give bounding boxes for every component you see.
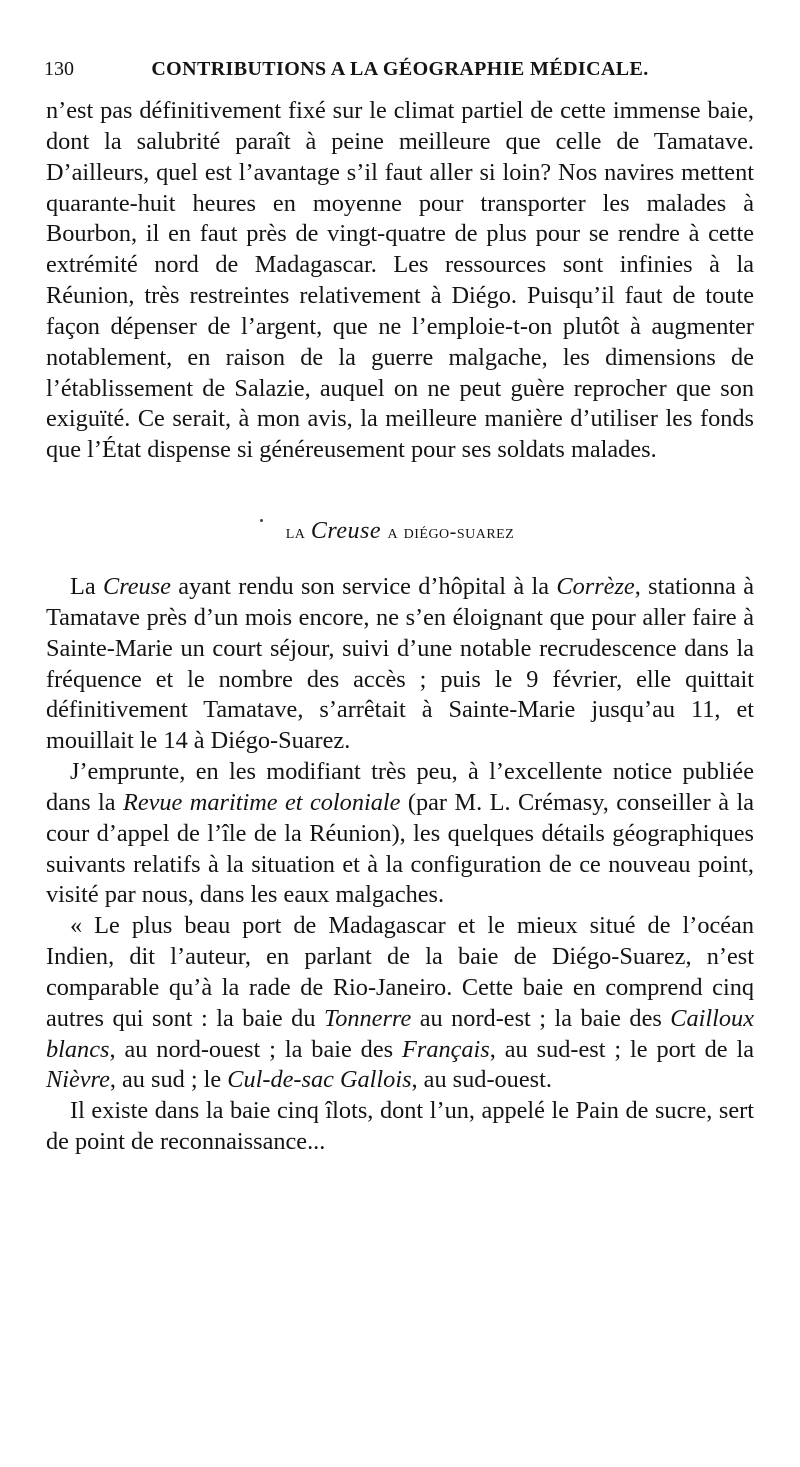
text-run: , au sud-est ; le port de la <box>489 1035 754 1063</box>
ship-name: Creuse <box>103 572 171 600</box>
section-heading-ship: Creuse <box>310 518 388 545</box>
text-run: J’emprunte, en les modifiant très peu, à l’excellente notice publiée dans la <box>46 758 754 816</box>
text-run: La <box>70 572 103 600</box>
bay-name: Cailloux blancs <box>46 1004 754 1063</box>
section-heading-la: la <box>285 521 311 544</box>
paragraph-quote <box>46 911 754 1096</box>
paragraph-islets: Il existe dans la baie cinq îlots, dont l’un, appelé le Pain de sucre, sert de point de reconnaissance... <box>46 1097 754 1156</box>
paragraph-notice <box>46 757 754 911</box>
section-heading <box>46 516 754 548</box>
body-text <box>46 96 754 1158</box>
section-heading-a: a <box>387 521 404 544</box>
running-header <box>44 58 756 88</box>
text-run: ayant rendu son service d’hôpital à la <box>170 572 557 600</box>
text-run: , stationna à Tamatave près d’un mois encore, ne s’en éloignant que pour aller faire à Sainte-Marie un court séjour, suivi d’une notable recrudescence dans la fréquence et le nombre des accès ; puis le 9 février, elle quittait définitivement Tamatave, s’arrêtait à Sainte-Marie jusqu’au 11, et mouillait le 14 à Diégo-Suarez. <box>46 572 754 755</box>
text-run: (par M. L. Crémasy, conseiller à la cour d’appel de l’île de la Réunion), les quelques détails géographiques suivants relatifs à la situation et à la configuration de ce nouveau point, visité par nous, dans les eaux malgaches. <box>46 788 754 909</box>
stray-mark <box>260 519 263 522</box>
text-run: « Le plus beau port de Madagascar et le mieux situé de l’océan Indien, dit l’auteur, en parlant de la baie de Diégo-Suarez, n’est comparable qu’à la rade de Rio-Janeiro. Cette baie en comprend cinq autres qui sont : la baie du <box>46 912 754 1032</box>
running-title: CONTRIBUTIONS A LA GÉOGRAPHIE MÉDICALE. <box>151 58 649 80</box>
ship-name: Corrèze <box>556 572 635 600</box>
page-number: 130 <box>44 58 74 80</box>
text-run: au nord-est ; la baie des <box>411 1004 671 1032</box>
bay-name: Nièvre <box>46 1066 110 1094</box>
bay-name: Français <box>402 1035 490 1063</box>
bay-name: Tonnerre <box>323 1004 412 1032</box>
section-heading-place: diégo-suarez <box>403 521 515 544</box>
paragraph-creuse <box>46 572 754 757</box>
text-run: , au sud ; le <box>109 1066 228 1094</box>
text-run: , au nord-ouest ; la baie des <box>109 1035 403 1063</box>
bay-name: Cul-de-sac Gallois <box>227 1066 412 1094</box>
text-run: , au sud-ouest. <box>411 1066 552 1094</box>
paragraph-continued: n’est pas définitivement fixé sur le climat partiel de cette immense baie, dont la salubrité paraît à peine meilleure que celle de Tamatave. D’ailleurs, quel est l’avantage s’il faut aller si loin? Nos navires mettent quarante-huit heures en moyenne pour transporter les malades à Bourbon, il en faut près de vingt-quatre de plus pour se rendre à cette extrémité nord de Madagascar. Les ressources sont infinies à la Réunion, très restreintes relativement à Diégo. Puisqu’il faut de toute façon dépenser de l’argent, que ne l’emploie-t-on plutôt à augmenter notablement, en raison de la guerre malgache, les dimensions de l’établissement de Salazie, auquel on ne peut guère reprocher que son exiguïté. Ce serait, à mon avis, la meilleure manière d’utiliser les fonds que l’État dispense si généreusement pour ses soldats malades. <box>46 97 754 464</box>
journal-title: Revue maritime et coloniale <box>123 788 401 816</box>
